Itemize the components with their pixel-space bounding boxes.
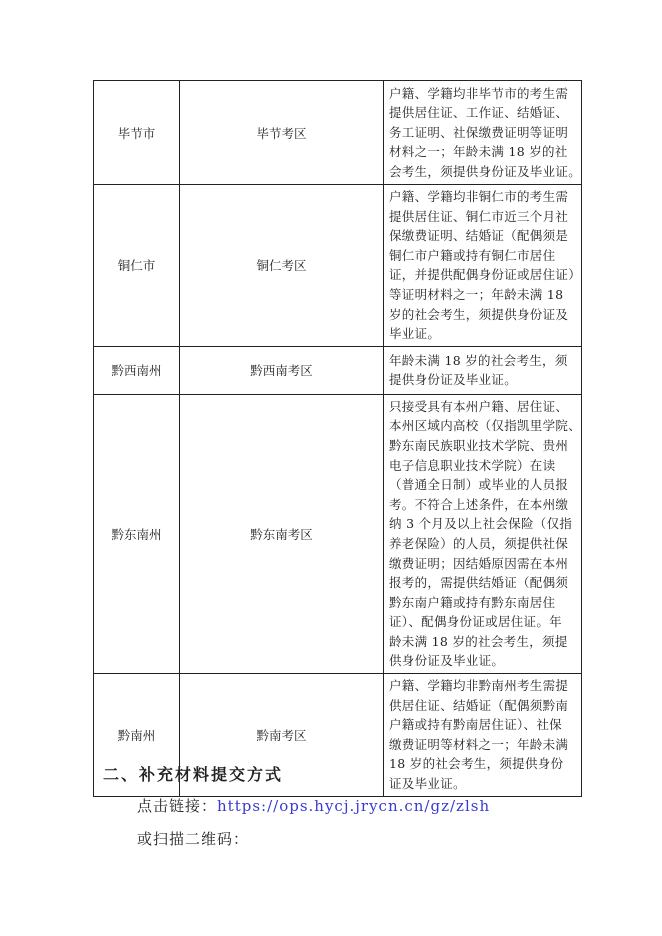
requirement-line: 提供身份证及毕业证。 <box>389 372 518 388</box>
requirement-line: 考。不符合上述条件，在本州缴 <box>389 496 569 512</box>
requirement-line: 年龄未满 18 岁的社会考生，须 <box>389 352 568 368</box>
link-paragraph <box>137 795 490 816</box>
requirement-line: 证及毕业证。 <box>389 776 466 792</box>
submission-link[interactable]: https://ops.hycj.jrycn.cn/gz/zlsh <box>217 797 491 815</box>
requirement-line: 毕业证。 <box>389 326 441 342</box>
requirement-line: 户籍、学籍均非黔南州考生需提 <box>389 678 569 694</box>
requirement-line: 提供居住证、铜仁市近三个月社 <box>389 208 569 224</box>
requirement-cell <box>384 346 582 394</box>
city-cell: 黔西南州 <box>94 346 180 394</box>
requirement-line: 黔东南户籍或持有黔东南居住 <box>389 594 556 610</box>
link-prefix: 点击链接： <box>137 797 218 815</box>
requirement-line: 户籍、学籍均非铜仁市的考生需 <box>389 189 569 204</box>
requirement-line: 黔东南民族职业技术学院、贵州 <box>389 437 569 453</box>
requirement-line: 保缴费证明、结婚证（配偶须是 <box>389 228 569 244</box>
requirement-cell <box>384 185 582 347</box>
requirement-line: 会考生，须提供身份证及毕业证。 <box>389 163 582 179</box>
requirement-line: 证，并提供配偶身份证或居住证） <box>389 267 582 283</box>
requirement-cell <box>384 81 582 185</box>
requirement-line: 18 岁的社会考生，须提供身份 <box>389 756 564 772</box>
exam-area-table <box>93 80 582 797</box>
requirement-line: 养老保险）的人员，须提供社保 <box>389 535 569 551</box>
requirement-line: 户籍或持有黔南居住证）、社保 <box>389 717 562 733</box>
exam-area-cell: 黔西南考区 <box>180 346 384 394</box>
table-row <box>94 346 582 394</box>
requirement-line: 缴费证明；因结婚原因需在本州 <box>389 555 569 571</box>
city-cell: 黔南州 <box>94 674 180 797</box>
requirement-cell <box>384 674 582 797</box>
requirement-line: 电子信息职业技术学院）在读 <box>389 457 556 473</box>
table-row <box>94 394 582 673</box>
requirement-line: 缴费证明等材料之一；年龄未满 <box>389 736 569 752</box>
requirement-line: 铜仁市户籍或持有铜仁市居住 <box>389 247 556 263</box>
requirement-cell <box>384 394 582 673</box>
requirement-line: 证）、配偶身份证或居住证。年 <box>389 614 562 630</box>
requirement-line: （普通全日制）或毕业的人员报 <box>389 477 569 493</box>
requirement-line: 供身份证及毕业证。 <box>389 653 505 669</box>
requirement-line: 只接受具有本州户籍、居住证、 <box>389 398 569 414</box>
city-cell: 铜仁市 <box>94 185 180 347</box>
requirement-line: 材料之一；年龄未满 18 岁的社 <box>389 144 568 160</box>
requirement-line: 户籍、学籍均非毕节市的考生需 <box>389 85 569 101</box>
requirement-line: 报考的，需提供结婚证（配偶须 <box>389 575 569 591</box>
table-row <box>94 81 582 185</box>
section-heading: 二、补充材料提交方式 <box>103 765 284 784</box>
requirement-line: 供居住证、结婚证（配偶须黔南 <box>389 697 569 713</box>
exam-area-cell: 毕节考区 <box>180 81 384 185</box>
qr-text: 或扫描二维码： <box>137 830 250 848</box>
city-cell: 黔东南州 <box>94 394 180 673</box>
requirement-line: 等证明材料之一；年龄未满 18 <box>389 286 564 302</box>
city-cell: 毕节市 <box>94 81 180 185</box>
requirement-line: 本州区域内高校（仅指凯里学院、 <box>389 418 582 434</box>
requirement-line: 龄未满 18 岁的社会考生，须提 <box>389 633 568 649</box>
requirement-line: 岁的社会考生，须提供身份证及 <box>389 306 569 322</box>
exam-area-cell: 黔东南考区 <box>180 394 384 673</box>
table-row <box>94 185 582 347</box>
requirement-line: 纳 3 个月及以上社会保险（仅指 <box>389 516 573 532</box>
exam-area-cell: 铜仁考区 <box>180 185 384 347</box>
exam-area-cell: 黔南考区 <box>180 674 384 797</box>
requirement-line: 提供居住证、工作证、结婚证、 <box>389 105 569 121</box>
requirement-line: 务工证明、社保缴费证明等证明 <box>389 124 569 140</box>
